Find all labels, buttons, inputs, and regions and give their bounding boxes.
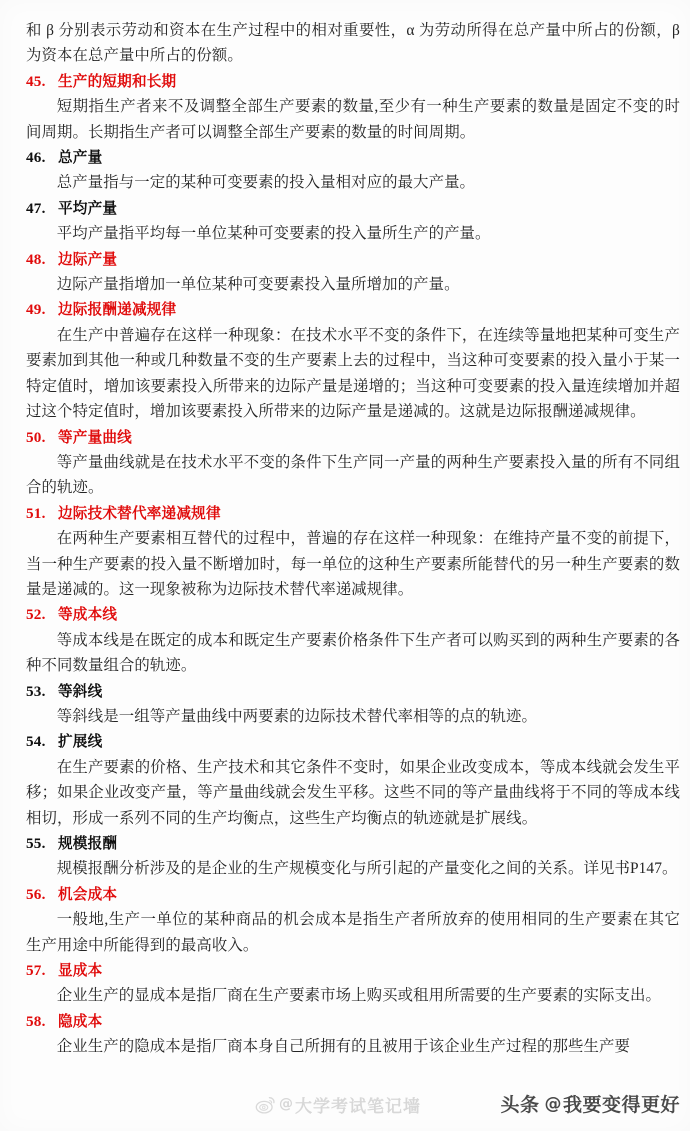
entry-body-45: 短期指生产者来不及调整全部生产要素的数量,至少有一种生产要素的数量是固定不变的时间周期。长期指生产者可以调整全部生产要素的数量的时间周期。 — [26, 98, 680, 141]
entry-title-57: 显成本 — [58, 962, 103, 980]
entry-number-46: 46. — [26, 149, 46, 167]
entry-title-53: 等斜线 — [58, 682, 103, 700]
entry-number-54: 54. — [26, 733, 46, 751]
entry-title-55: 规模报酬 — [58, 835, 118, 852]
entry-title-51: 边际技术替代率递减规律 — [58, 504, 221, 522]
entry-47 — [26, 196, 680, 247]
entry-heading-47 — [26, 196, 680, 221]
entry-number-57: 57. — [26, 962, 46, 980]
entry-title-46: 总产量 — [58, 149, 103, 167]
intro-paragraph: 和 β 分别表示劳动和资本在生产过程中的相对重要性，α 为劳动所得在总产量中所占的份额，β 为资本在总产量中所占的份额。 — [26, 22, 680, 65]
entry-heading-56 — [26, 882, 680, 907]
weibo-logo-icon — [255, 1094, 276, 1115]
entry-body-52: 等成本线是在既定的成本和既定生产要素价格条件下生产者可以购买到的两种生产要素的各种不同数量组合的轨迹。 — [26, 631, 680, 675]
entry-heading-48 — [26, 247, 680, 272]
entry-55 — [26, 831, 680, 882]
weibo-at-symbol: @ — [279, 1095, 294, 1112]
entry-title-48: 边际产量 — [58, 250, 118, 268]
entry-heading-52 — [26, 602, 680, 627]
entry-heading-49 — [26, 297, 680, 322]
entry-body-57: 企业生产的显成本是指厂商在生产要素市场上购买或租用所需要的生产要素的实际支出。 — [56, 987, 661, 1005]
entry-heading-53 — [26, 679, 680, 704]
entry-49 — [26, 297, 680, 424]
entry-title-52: 等成本线 — [58, 606, 118, 624]
entry-body-48: 边际产量指增加一单位某种可变要素投入量所增加的产量。 — [56, 276, 460, 294]
entry-body-55: 规模报酬分析涉及的是企业的生产规模变化与所引起的产量变化之间的关系。详见书P147。 — [56, 860, 678, 878]
entry-title-54: 扩展线 — [58, 733, 103, 751]
entry-52 — [26, 602, 680, 678]
weibo-watermark — [255, 1092, 421, 1117]
entry-number-53: 53. — [26, 682, 46, 700]
weibo-handle: 大学考试笔记墙 — [295, 1097, 421, 1117]
entry-heading-50 — [26, 425, 680, 450]
entry-54 — [26, 729, 680, 831]
entry-body-53: 等斜线是一组等产量曲线中两要素的边际技术替代率相等的点的轨迹。 — [56, 707, 538, 725]
entry-57 — [26, 958, 680, 1009]
entry-title-56: 机会成本 — [58, 885, 118, 903]
entry-title-47: 平均产量 — [58, 199, 118, 217]
entry-number-51: 51. — [26, 504, 46, 522]
document-content — [26, 18, 680, 1060]
entry-body-54: 在生产要素的价格、生产技术和其它条件不变时，如果企业改变成本，等成本线就会发生平移；如果企业改变产量，等产量曲线就会发生平移。这些不同的等产量曲线将于不同的等成本线相切，形成一系列不同的生产均衡点，这些生产均衡点的轨迹就是扩展线。 — [26, 758, 680, 827]
entry-heading-51 — [26, 501, 680, 526]
entry-heading-46 — [26, 145, 680, 170]
entry-body-51: 在两种生产要素相互替代的过程中，普遍的存在这样一种现象：在维持产量不变的前提下，当一种生产要素的投入量不断增加时，每一单位的这种生产要素所能替代的另一种生产要素的数量是递减的。这一现象被称为边际技术替代率递减规律。 — [26, 530, 680, 598]
toutiao-watermark — [500, 1090, 680, 1117]
entry-number-55: 55. — [26, 835, 46, 852]
entry-body-56: 一般地,生产一单位的某种商品的机会成本是指生产者所放弃的使用相同的生产要素在其它生产用途中所能得到的最高收入。 — [26, 911, 680, 954]
entry-53 — [26, 679, 680, 730]
toutiao-brand-label: 头条 — [500, 1094, 540, 1116]
entry-heading-55 — [26, 831, 680, 856]
entry-heading-57 — [26, 958, 680, 983]
entry-number-52: 52. — [26, 606, 46, 624]
entry-48 — [26, 247, 680, 298]
entry-number-58: 58. — [26, 1012, 46, 1030]
entry-number-49: 49. — [26, 301, 46, 319]
entry-56 — [26, 882, 680, 958]
entry-title-58: 隐成本 — [58, 1012, 103, 1030]
entry-heading-54 — [26, 729, 680, 754]
entry-number-48: 48. — [26, 250, 46, 268]
entry-title-49: 边际报酬递减规律 — [58, 301, 177, 319]
entry-46 — [26, 145, 680, 196]
entry-body-58: 企业生产的隐成本是指厂商本身自己所拥有的且被用于该企业生产过程的那些生产要 — [56, 1038, 630, 1056]
entry-title-50: 等产量曲线 — [58, 428, 132, 446]
entry-body-49: 在生产中普遍存在这样一种现象：在技术水平不变的条件下，在连续等量地把某种可变生产要素加到其他一种或几种数量不变的生产要素上去的过程中，当这种可变要素的投入量小于某一特定值时，增加该要素投入所带来的边际产量是递增的；当这种可变要素的投入量连续增加并超过这个特定值时，增加该要素投入所带来的边际产量是递减的。这就是边际报酬递减规律。 — [26, 326, 680, 421]
entry-heading-45 — [26, 69, 680, 94]
entry-body-50: 等产量曲线就是在技术水平不变的条件下生产同一产量的两种生产要素投入量的所有不同组合的轨迹。 — [26, 453, 680, 497]
entry-51 — [26, 501, 680, 603]
entry-number-47: 47. — [26, 199, 46, 217]
entry-number-45: 45. — [26, 72, 46, 90]
entry-58 — [26, 1009, 680, 1060]
entry-heading-58 — [26, 1009, 680, 1034]
entry-45 — [26, 69, 680, 145]
entry-50 — [26, 425, 680, 501]
entry-number-50: 50. — [26, 428, 46, 446]
toutiao-at-symbol: @ — [544, 1093, 562, 1114]
entry-body-47: 平均产量指平均每一单位某种可变要素的投入量所生产的产量。 — [56, 225, 491, 243]
entry-number-56: 56. — [26, 885, 46, 903]
entry-body-46: 总产量指与一定的某种可变要素的投入量相对应的最大产量。 — [56, 174, 476, 192]
toutiao-handle: 我要变得更好 — [562, 1094, 680, 1116]
entry-title-45: 生产的短期和长期 — [58, 72, 177, 90]
